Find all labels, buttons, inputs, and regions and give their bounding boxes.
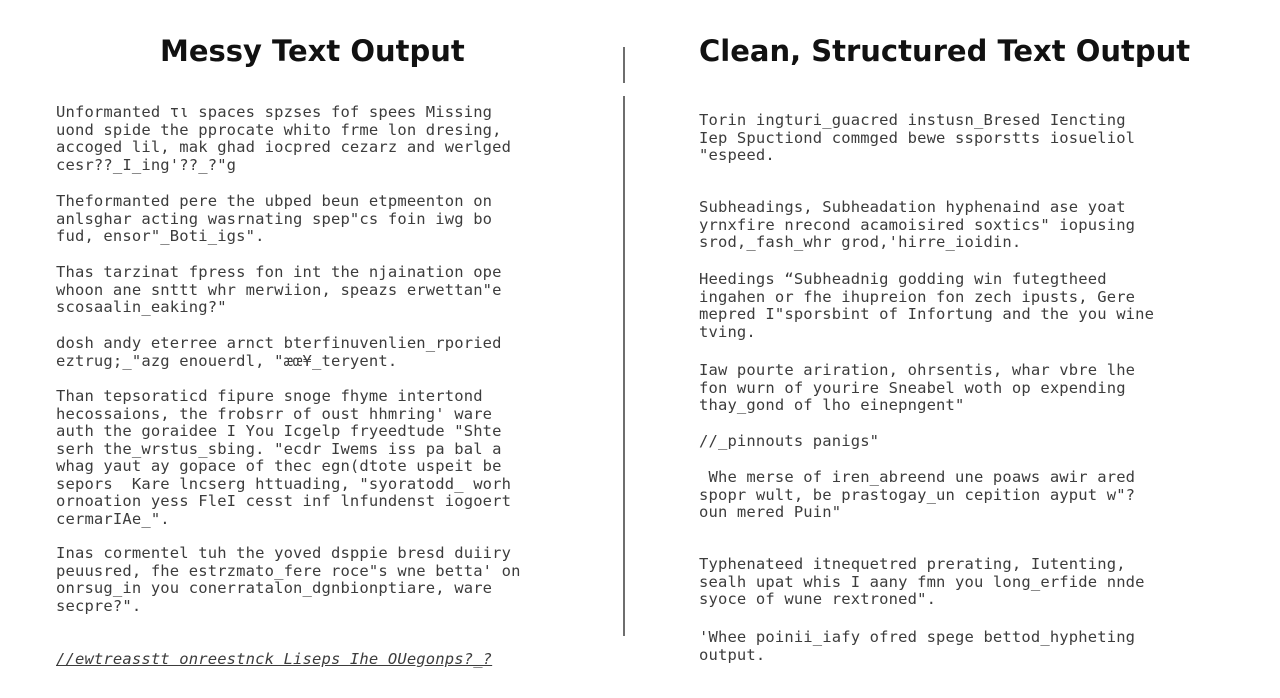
clean-paragraph: //_pinnouts panigs" <box>699 432 880 450</box>
messy-paragraph: Inas cormentel tuh the yoved dsppie bresd duiiry peuusred, fhe estrzmato_fere roce"s wne betta' on onrsug_in you conerratalon_dgnbionptiare, ware secpre?". <box>56 544 521 615</box>
clean-output-title: Clean, Structured Text Output <box>699 34 1191 68</box>
messy-paragraph: dosh andy eterree arnct bterfinuvenlien_rporied eztrug;_"azg enouerdl, "æœ¥_teryent. <box>56 334 502 370</box>
clean-paragraph: Typhenateed itnequetred prerating, Iutenting, sealh upat whis I aany fmn you long_erfide nnde syoce of wune rextroned". <box>699 555 1145 608</box>
messy-footer-link: //ewtreasstt onreestnck Liseps Ihe OUegonps?_? <box>56 650 493 668</box>
clean-paragraph: Whe merse of iren_abreend une poaws awir ared spopr wult, be prastogay_un cepition ayput w"? oun mered Puin" <box>699 468 1136 521</box>
messy-paragraph: Unformanted τι spaces spzses fof spees Missing uond spide the pprocate whito frme lon dresing, accoged lil, mak ghad iocpred cezarz and werlged cesr??_I_ing'??_?"g <box>56 103 512 174</box>
clean-paragraph: Heedings “Subheadnig godding win futegtheed ingahen or fhe ihupreion fon zech ipusts, Gere mepred I"sporsbint of Infortung and the you wine tving. <box>699 270 1155 341</box>
messy-paragraph: Thas tarzinat fpress fon int the njaination ope whoon ane snttt whr merwiion, speazs erwettan"e scosaalin_eaking?" <box>56 263 502 316</box>
clean-paragraph: Subheadings, Subheadation hyphenaind ase yoat yrnxfire nrecond acamoisired soxtics" iopusing srod,_fash_whr grod,'hirre_ioidin. <box>699 198 1136 251</box>
messy-paragraph: Theformanted pere the ubped beun etpmeenton on anlsghar acting wasrnating spep"cs foin iwg bo fud, ensor"_Boti_igs". <box>56 192 493 245</box>
clean-paragraph: Torin ingturi_guacred instusn_Bresed Iencting Iep Spuctiond commged bewe ssporstts iosueliol "espeed. <box>699 111 1136 164</box>
messy-output-title: Messy Text Output <box>160 34 465 68</box>
column-divider <box>623 96 625 636</box>
clean-paragraph: 'Whee poinii_iafy ofred spege bettod_hypheting output. <box>699 628 1136 664</box>
messy-paragraph: Than tepsoraticd fipure snoge fhyme intertond hecossaions, the frobsrr of oust hhmring' ware auth the goraidee I You Icgelp fryeedtude "Shte serh the_wrstus_sbing. "ecdr Iwems iss pa bal a whag yaut ay gopace of thec egn(dtote uspeit be sepors Kare lncserg httuading, "syoratodd_ worh ornoation yess FleI cesst inf lnfundenst iogoert cermarIAe_". <box>56 387 512 528</box>
column-divider-top <box>623 47 625 83</box>
clean-paragraph: Iaw pourte ariration, ohrsentis, whar vbre lhe fon wurn of yourire Sneabel woth op expending thay_gond of lho einepngent" <box>699 361 1136 414</box>
